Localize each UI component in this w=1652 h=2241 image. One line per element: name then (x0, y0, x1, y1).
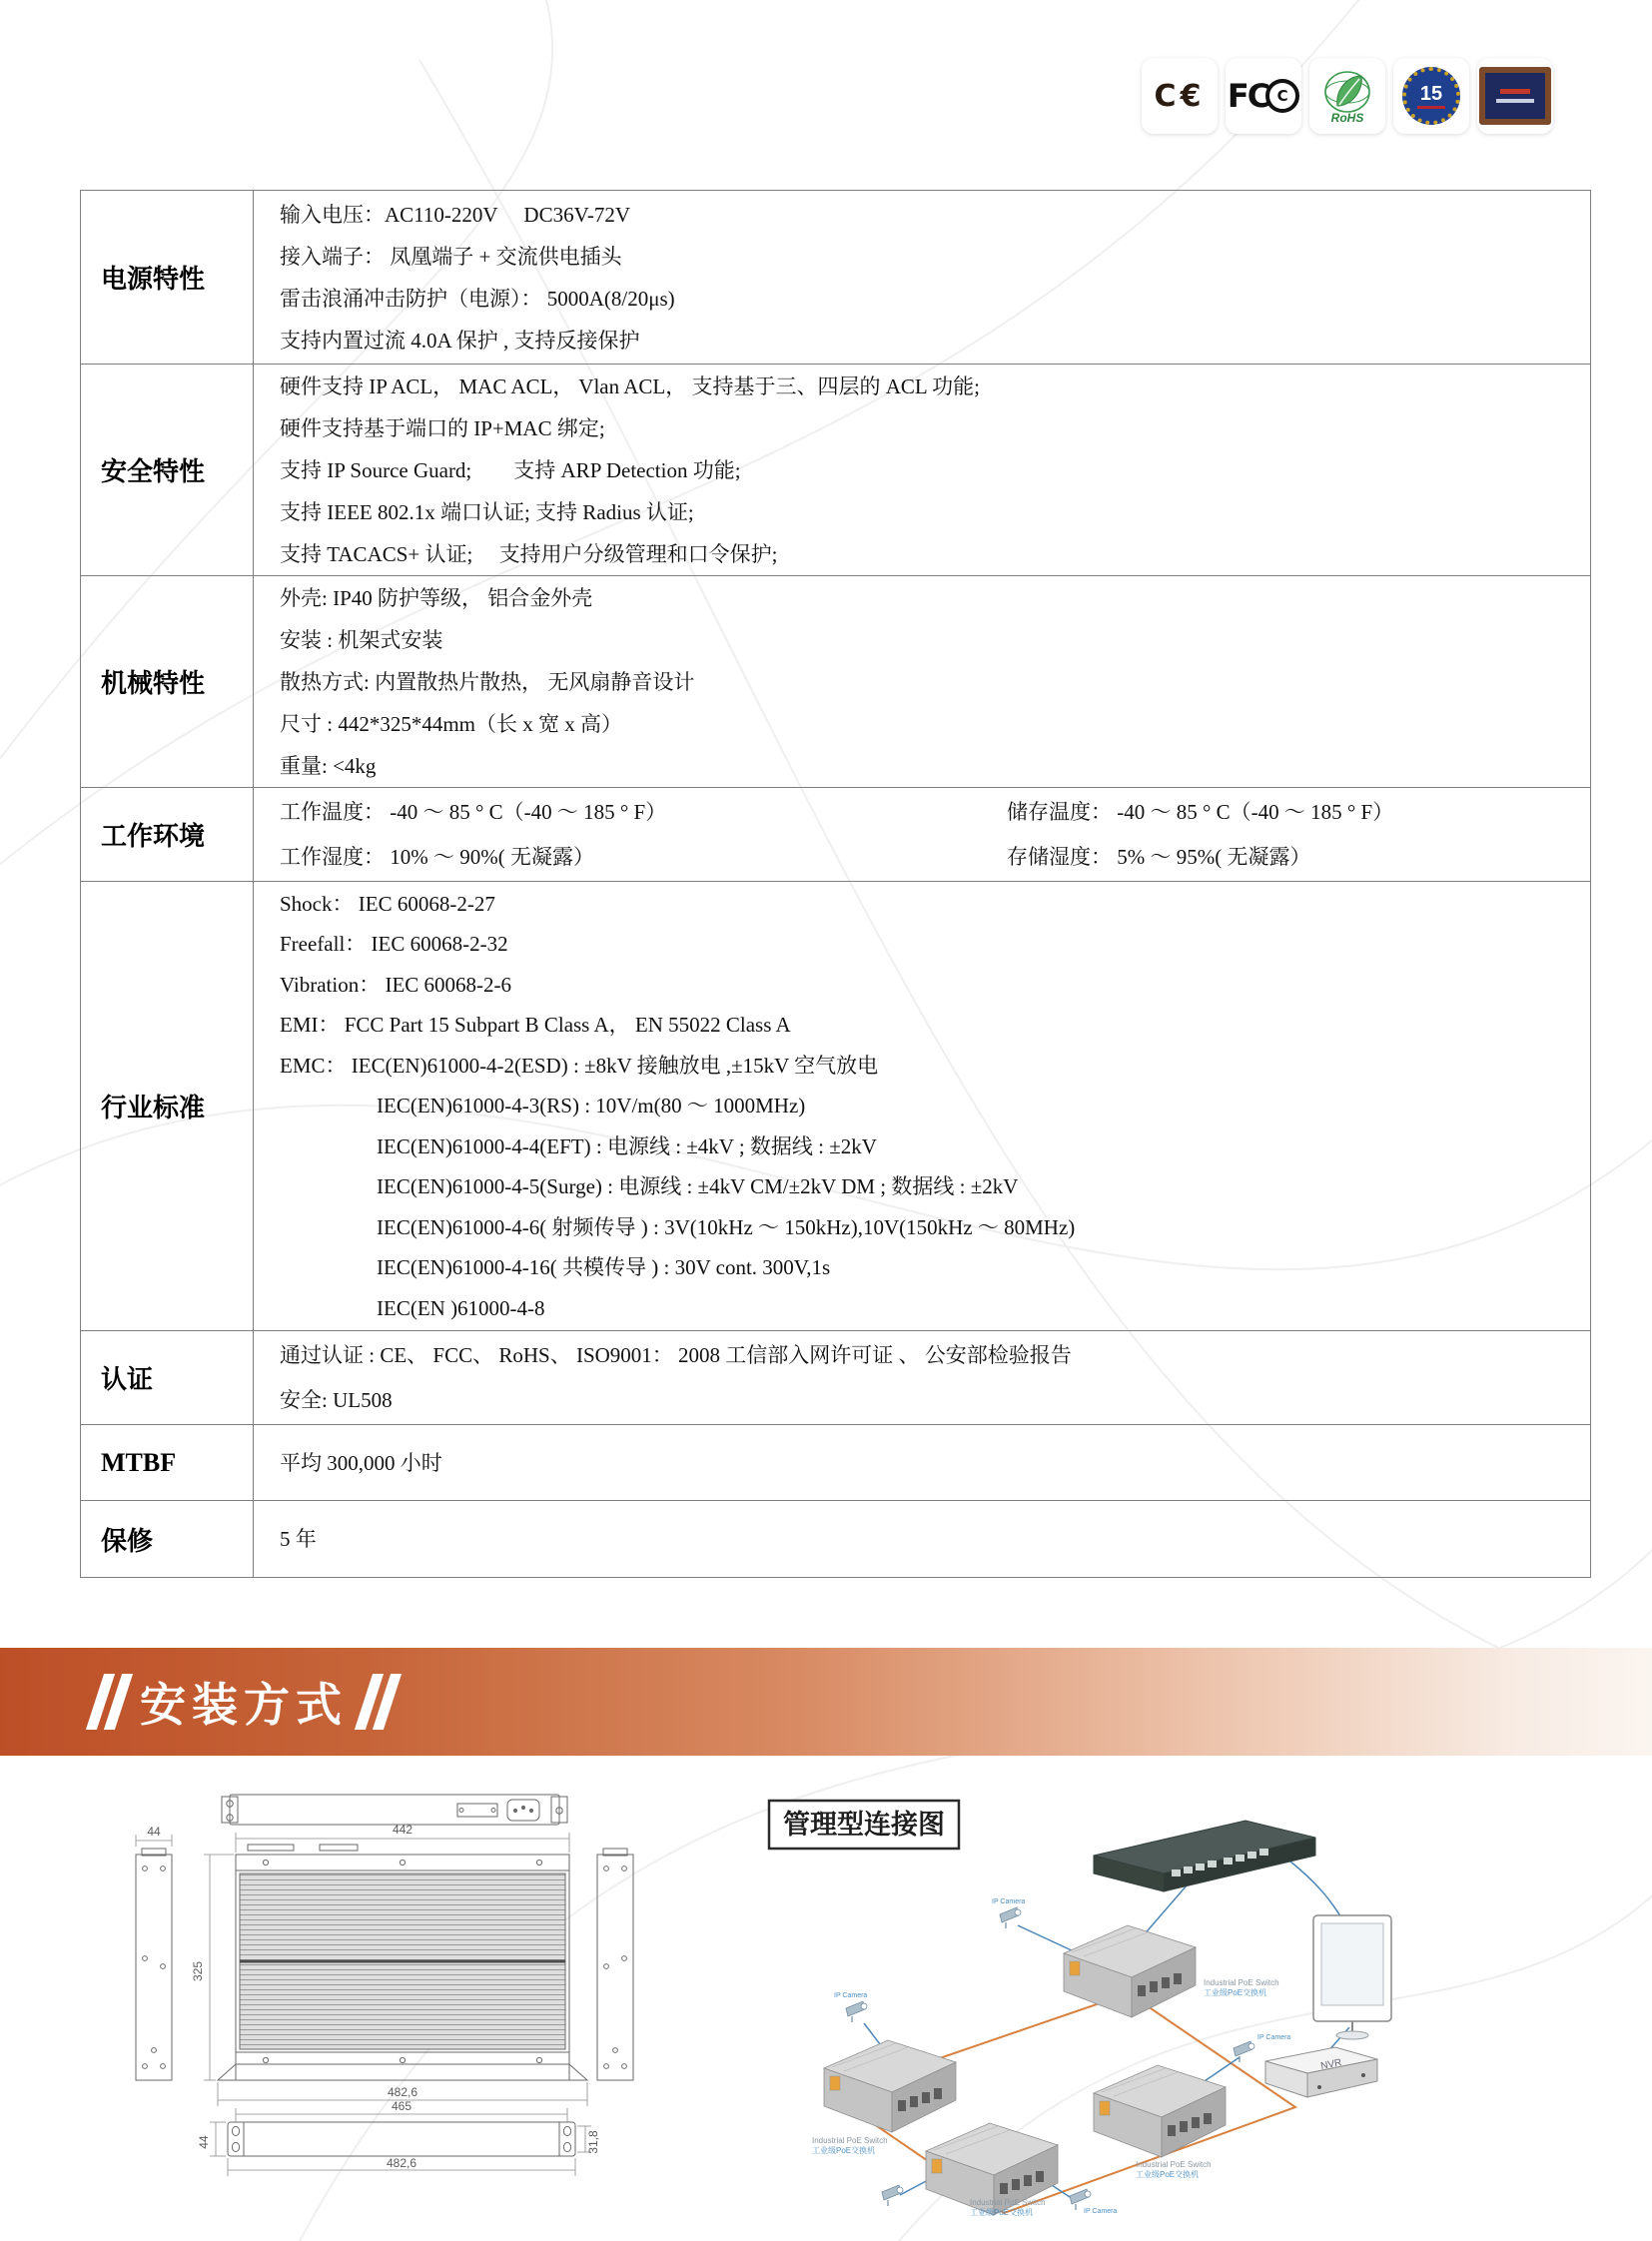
poe-switch-right (1094, 2065, 1226, 2157)
top-view (218, 1845, 587, 2080)
spec-line: 支持 IEEE 802.1x 端口认证; 支持 Radius 认证; (280, 499, 694, 524)
switch-label-cn: 工业级PoE交换机 (970, 2208, 1034, 2217)
switch-label-cn: 工业级PoE交换机 (812, 2146, 876, 2155)
table-row-certification (81, 1330, 1590, 1424)
row-label: 保修 (81, 1501, 254, 1577)
certification-logos (1142, 58, 1553, 134)
spec-line: 尺寸 : 442*325*44mm（长 x 宽 x 高） (280, 711, 623, 736)
row-content (254, 1425, 1590, 1500)
ce-mark-text: C€ (1154, 78, 1206, 114)
camera-label: IP Camera (834, 1992, 868, 1999)
table-row-security (81, 364, 1590, 575)
section-title: 安装方式 (140, 1679, 348, 1731)
fcc-logo (1226, 58, 1301, 134)
ip-camera-icon (846, 2001, 867, 2022)
diagram-title-box (769, 1801, 959, 1849)
row-content (254, 882, 1590, 1330)
spec-line: IEC(EN)61000-4-5(Surge) : 电源线 : ±4kV CM/±2kV DM ; 数据线 : ±2kV (377, 1174, 1019, 1199)
row-label: 安全特性 (81, 365, 254, 575)
ip-camera-icon (882, 2185, 903, 2206)
row-label: MTBF (81, 1425, 254, 1500)
fcc-circle-c: C (1265, 79, 1299, 113)
spec-line: 硬件支持基于端口的 IP+MAC 绑定; (280, 415, 605, 440)
switch-label-cn: 工业级PoE交换机 (1204, 1988, 1267, 1997)
table-row-standards (81, 881, 1590, 1330)
dim-panel-height: 44 (197, 2135, 211, 2149)
spec-line: IEC(EN)61000-4-16( 共模传导 ) : 30V cont. 300V,1s (377, 1255, 831, 1280)
double-slash-icon (95, 1674, 124, 1730)
dim-side-width: 44 (147, 1825, 161, 1839)
dim-depth: 325 (191, 1960, 205, 1982)
connection-diagram (674, 1766, 1403, 2220)
row-label: 认证 (81, 1331, 254, 1424)
table-row-warranty (81, 1500, 1590, 1577)
spec-line: 外壳: IP40 防护等级， 铝合金外壳 (280, 585, 593, 610)
row-content (254, 365, 1590, 575)
front-panel-view (228, 2122, 575, 2156)
spec-line: 储存温度： -40 ～ 85 ° C（-40 ～ 185 ° F） (1007, 799, 1394, 824)
spec-line: 通过认证 : CE、 FCC、 RoHS、 ISO9001： 2008 工信部入网许可证 、 公安部检验报告 (280, 1342, 1072, 1367)
camera-label: IP Camera (992, 1898, 1026, 1905)
spec-line: 支持内置过流 4.0A 保护 , 支持反接保护 (280, 328, 640, 353)
side-view-right (597, 1849, 633, 2080)
dim-panel-width: 465 (391, 2099, 413, 2113)
table-row-environment (81, 787, 1590, 881)
spec-table (80, 190, 1591, 1578)
camera-label: IP Camera (1084, 2208, 1118, 2215)
switch-label-en: Industrial PoE Switch (1136, 2160, 1212, 2169)
plaque-text-line (1496, 99, 1534, 103)
badge-ring (1402, 67, 1460, 125)
spec-line: IEC(EN)61000-4-3(RS) : 10V/m(80 ～ 1000MHz) (377, 1094, 806, 1119)
switch-label-cn: 工业级PoE交换机 (1136, 2170, 1200, 2179)
table-row-mtbf (81, 1424, 1590, 1500)
spec-line: 工作温度： -40 ～ 85 ° C（-40 ～ 185 ° F） (280, 799, 667, 824)
switch-label-en: Industrial PoE Switch (970, 2198, 1046, 2207)
spec-line: EMC： IEC(EN)61000-4-2(ESD) : ±8kV 接触放电 ,±15kV 空气放电 (280, 1053, 879, 1078)
spec-line: 雷击浪涌冲击防护（电源）： 5000A(8/20μs) (280, 286, 675, 311)
poe-switch-top (1064, 1925, 1196, 2017)
spec-line: 存储湿度： 5% ～ 95%( 无凝露） (1007, 844, 1311, 869)
spec-line: 5 年 (280, 1527, 317, 1551)
switch-label-en: Industrial PoE Switch (1204, 1978, 1279, 1987)
spec-line: 散热方式: 内置散热片散热， 无风扇静音设计 (280, 669, 695, 694)
certificate-plaque-logo (1477, 58, 1553, 134)
brand-badge-logo (1393, 58, 1469, 134)
rohs-text: RoHS (1330, 111, 1364, 125)
double-slash-icon (364, 1674, 393, 1730)
poe-switch-left (824, 2040, 956, 2132)
core-switch (1094, 1821, 1315, 1891)
dim-panel-base-width: 482,6 (386, 2156, 417, 2170)
spec-line: 安装 : 机架式安装 (280, 627, 443, 652)
spec-line: 硬件支持 IP ACL， MAC ACL， Vlan ACL， 支持基于三、四层的 ACL 功能; (280, 374, 981, 398)
camera-label: IP Camera (1257, 2034, 1291, 2041)
monitor (1313, 1915, 1391, 2039)
spec-line: EMI： FCC Part 15 Subpart B Class A， EN 55022 Class A (280, 1013, 791, 1038)
row-content (254, 1501, 1590, 1577)
certificate-plaque (1479, 67, 1551, 125)
spec-line: IEC(EN )61000-4-8 (377, 1295, 545, 1320)
row-content (254, 1331, 1590, 1424)
table-row-power (81, 191, 1590, 364)
diagram-title: 管理型连接图 (783, 1810, 945, 1840)
row-label: 机械特性 (81, 576, 254, 787)
spec-line: 输入电压：AC110-220V DC36V-72V (280, 202, 630, 227)
environment-columns (280, 790, 1578, 880)
row-content (254, 788, 1590, 881)
dim-base-width: 482,6 (387, 2085, 418, 2099)
environment-storage (1007, 790, 1578, 880)
spec-line: 接入端子： 凤凰端子 + 交流供电插头 (280, 244, 622, 269)
badge-number: 15 (1417, 83, 1445, 109)
spec-line: 工作湿度： 10% ～ 90%( 无凝露） (280, 844, 594, 869)
nvr-label: NVR (1319, 2057, 1343, 2072)
row-label: 工作环境 (81, 788, 254, 881)
ip-camera-icon (1000, 1907, 1021, 1928)
nvr (1265, 2047, 1377, 2097)
section-banner (0, 1648, 1652, 1756)
ip-camera-icon (1070, 2189, 1091, 2210)
switch-label-en: Industrial PoE Switch (812, 2136, 888, 2145)
ce-logo (1142, 58, 1218, 134)
table-row-mechanical (81, 575, 1590, 787)
dim-panel-flange: 31,8 (586, 2130, 600, 2154)
fcc-mark-text: FC (1227, 77, 1269, 115)
fcc-mark (1228, 77, 1299, 115)
rear-panel-view (222, 1795, 567, 1825)
side-view-left (136, 1849, 172, 2080)
spec-line: 支持 IP Source Guard; 支持 ARP Detection 功能; (280, 457, 741, 482)
rohs-leaf-icon (1317, 66, 1377, 126)
row-label: 电源特性 (81, 191, 254, 364)
environment-operating (280, 790, 1007, 880)
spec-line: IEC(EN)61000-4-6( 射频传导 ) : 3V(10kHz ～ 150kHz),10V(150kHz ～ 80MHz) (377, 1214, 1076, 1239)
row-content (254, 191, 1590, 364)
dim-top-width: 442 (392, 1823, 413, 1837)
row-content (254, 576, 1590, 787)
spec-line: Shock： IEC 60068-2-27 (280, 891, 495, 916)
spec-line: 支持 TACACS+ 认证; 支持用户分级管理和口令保护; (280, 541, 778, 566)
mechanical-drawing (70, 1783, 669, 2182)
spec-line: 安全: UL508 (280, 1387, 393, 1412)
plaque-title-line (1500, 89, 1530, 94)
spec-line: Vibration： IEC 60068-2-6 (280, 972, 512, 997)
spec-line: 平均 300,000 小时 (280, 1450, 442, 1475)
row-label: 行业标准 (81, 882, 254, 1330)
spec-line: IEC(EN)61000-4-4(EFT) : 电源线 : ±4kV ; 数据线 : ±2kV (377, 1133, 877, 1158)
rohs-logo (1309, 58, 1385, 134)
spec-line: Freefall： IEC 60068-2-32 (280, 932, 508, 957)
spec-line: 重量: <4kg (280, 753, 377, 778)
